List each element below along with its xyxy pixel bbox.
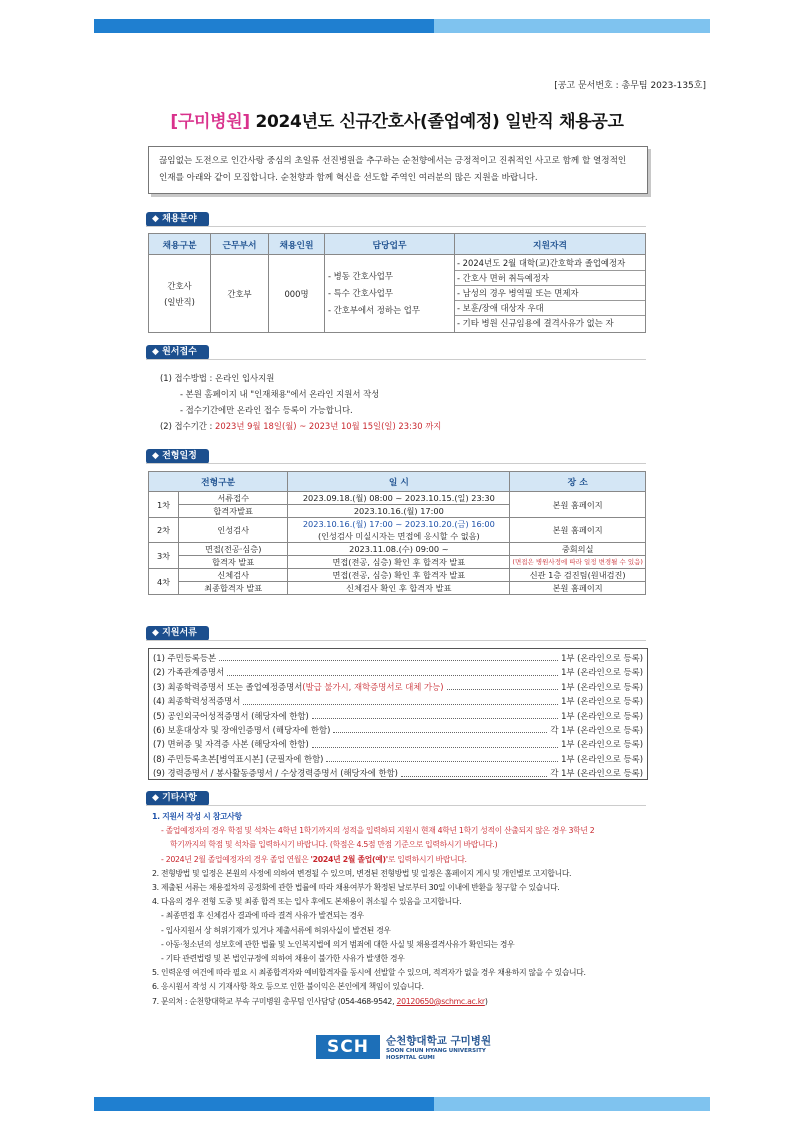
schedule-header-stage: 전형구분 — [149, 472, 288, 492]
recruit-header-qualification: 지원자격 — [455, 234, 646, 255]
etc-item: 5. 인력운영 여건에 따라 필요 시 최종합격자와 예비합격자를 동시에 선발할 수 있으며, 적격자가 없을 경우 채용하지 않을 수 있습니다. — [152, 968, 586, 978]
schedule-date: 2023.11.08.(수) 09:00 ~ — [288, 543, 510, 556]
document-note: (발급 불가시, 재학증명서로 대체 가능) — [302, 681, 444, 692]
schedule-place-note: (면접은 병원사정에 따라 일정 변경될 수 있음) — [510, 556, 646, 569]
section-etc-header: ◆ 기타사항 — [146, 791, 209, 806]
recruit-header-duty: 담당업무 — [325, 234, 455, 255]
document-amount: 1부 (온라인으로 등록) — [561, 667, 643, 678]
schedule-stage: 4차 — [149, 569, 179, 595]
hospital-logo — [316, 1033, 491, 1061]
schedule-table — [148, 471, 646, 595]
etc-text-emphasis: '2024년 2월 졸업(예)' — [310, 854, 388, 864]
document-row — [153, 709, 643, 723]
etc-item: 4. 다음의 경우 전형 도중 및 최종 합격 또는 입사 후에도 본채용이 취소될 수 있음을 고지합니다. — [152, 897, 462, 907]
schedule-place: 본원 홈페이지 — [510, 582, 646, 595]
schedule-date-with-note — [288, 518, 510, 543]
etc-item: 6. 응시원서 작성 시 기재사항 착오 등으로 인한 불이익은 본인에게 책임이 있습니다. — [152, 982, 424, 992]
schedule-date: 2023.10.16.(월) 17:00 — [288, 505, 510, 518]
document-name: (3) 최종학력증명서 또는 졸업예정증명서 — [153, 681, 303, 692]
documents-box — [148, 648, 648, 780]
apply-method-sub: - 접수기간에만 온라인 접수 등록이 가능합니다. — [180, 405, 353, 415]
apply-method: (1) 접수방법 : 온라인 입사지원 — [160, 373, 275, 383]
section-apply-header: ◆ 원서접수 — [146, 345, 209, 360]
schedule-item: 인성검사 — [179, 518, 288, 543]
recruit-qualifications — [455, 255, 646, 333]
section-divider — [146, 805, 646, 806]
schedule-place: 중회의실 — [510, 543, 646, 556]
recruit-category — [149, 255, 211, 333]
section-recruit-label: 채용분야 — [162, 214, 197, 224]
schedule-item: 합격자 발표 — [179, 556, 288, 569]
recruit-header-dept: 근무부서 — [211, 234, 269, 255]
qualification-item: - 남성의 경우 병역필 또는 면제자 — [455, 286, 645, 301]
recruit-category-line1: 간호사 — [167, 280, 192, 291]
schedule-date: 신체검사 확인 후 합격자 발표 — [288, 582, 510, 595]
schedule-stage: 3차 — [149, 543, 179, 569]
document-row — [153, 680, 643, 694]
recruit-header-category: 채용구분 — [149, 234, 211, 255]
section-apply-label: 원서접수 — [162, 347, 197, 357]
apply-period — [160, 418, 441, 434]
duty-item: - 병동 간호사업무 — [328, 271, 393, 281]
schedule-item: 면접(전공·심층) — [179, 543, 288, 556]
recruit-duties — [325, 255, 455, 333]
document-name: (9) 경력증명서 / 봉사활동증명서 / 수상경력증명서 (해당자에 한함) — [153, 768, 398, 779]
bottom-decor-bar — [0, 1097, 794, 1111]
document-name: (7) 면허증 및 자격증 사본 (해당자에 한함) — [153, 739, 309, 750]
etc-item-contact — [152, 995, 662, 1009]
schedule-item: 합격자발표 — [179, 505, 288, 518]
etc-text: - 2024년 2월 졸업예정자의 경우 졸업 연월은 — [161, 854, 311, 864]
document-name: (1) 주민등록등본 — [153, 653, 217, 663]
schedule-item: 신체검사 — [179, 569, 288, 582]
document-row — [153, 723, 643, 737]
schedule-header-place: 장 소 — [510, 472, 646, 492]
etc-subitem: - 기타 관련법령 및 본 법인규정에 의하여 채용이 불가한 사유가 발생한 경우 — [161, 954, 405, 964]
etc-subitem: - 졸업예정자의 경우 학점 및 석차는 4학년 1학기까지의 성적을 입력하되 지원시 현재 4학년 1학기 성적이 산출되지 않은 경우 3학년 2 — [161, 826, 595, 836]
schedule-header-date: 일 시 — [288, 472, 510, 492]
section-etc-label: 기타사항 — [162, 793, 197, 803]
page-title — [0, 107, 794, 132]
etc-subitem: - 최종면접 후 신체검사 결과에 따라 결격 사유가 발견되는 경우 — [161, 911, 364, 921]
recruit-department: 간호부 — [211, 255, 269, 333]
recruit-header-count: 채용인원 — [269, 234, 325, 255]
section-divider — [146, 226, 646, 227]
etc-notes — [152, 810, 662, 1009]
document-name: (2) 가족관계증명서 — [153, 667, 225, 678]
apply-period-label: (2) 접수기간 : — [160, 421, 216, 431]
apply-method-sub: - 본원 홈페이지 내 "인재채용"에서 온라인 지원서 작성 — [180, 389, 380, 399]
recruit-table — [148, 233, 646, 333]
section-documents-label: 지원서류 — [162, 628, 197, 638]
logo-text — [386, 1033, 491, 1061]
logo-korean: 순천향대학교 구미병원 — [386, 1035, 492, 1047]
logo-english-1: SOON CHUN HYANG UNIVERSITY — [386, 1048, 486, 1054]
duty-item: - 특수 간호사업무 — [328, 288, 393, 298]
etc-subitem: - 아동·청소년의 성보호에 관한 법률 및 노인복지법에 의거 범죄에 대한 사실 및 채용결격사유가 확인되는 경우 — [161, 939, 515, 949]
document-amount: 1부 (온라인으로 등록) — [561, 739, 643, 750]
document-amount: 1부 (온라인으로 등록) — [561, 653, 643, 663]
etc-text: 학기까지의 학점 및 석차를 입력하시기 바랍니다. — [170, 840, 330, 850]
document-row — [153, 752, 643, 766]
etc-item: 2. 전형방법 및 일정은 본원의 사정에 의하여 변경될 수 있으며, 변경된 전형방법 및 일정은 홈페이지 게시 및 개인별로 고지합니다. — [152, 868, 572, 878]
section-documents-header: ◆ 지원서류 — [146, 626, 209, 641]
section-recruit-header: ◆ 채용분야 — [146, 212, 209, 227]
schedule-stage: 1차 — [149, 492, 179, 518]
schedule-item: 서류접수 — [179, 492, 288, 505]
document-row — [153, 737, 643, 751]
section-schedule-header: ◆ 전형일정 — [146, 449, 209, 464]
doc-number: [공고 문서번호 : 총무팀 2023-135호] — [554, 81, 706, 91]
qualification-item: - 기타 병원 신규임용에 결격사유가 없는 자 — [457, 318, 614, 328]
intro-box: 끊임없는 도전으로 인간사랑 중심의 초일류 선진병원을 추구하는 순천향에서는 긍정적이고 진취적인 사고로 함께 할 열정적인 인재를 아래와 같이 모집합니다. 순천향과 함께 혁신을 선도할 주역인 여러분의 많은 지원을 바랍니다. — [148, 146, 648, 194]
document-amount: 1부 (온라인으로 등록) — [561, 753, 643, 764]
schedule-place: 신관 1층 검진팀(원내검진) — [510, 569, 646, 582]
etc-subitem — [152, 838, 662, 852]
logo-mark: SCH — [316, 1035, 380, 1059]
apply-details — [160, 370, 441, 434]
document-name: (6) 보훈대상자 및 장애인증명서 (해당자에 한함) — [153, 724, 331, 735]
document-amount: 1부 (온라인으로 등록) — [561, 696, 643, 707]
logo-english-2: HOSPITAL GUMI — [386, 1054, 435, 1061]
section-divider — [146, 463, 646, 464]
document-row — [153, 651, 643, 665]
etc-subitem: - 입사지원서 상 허위기재가 있거나 제출서류에 허위사실이 발견된 경우 — [161, 925, 391, 935]
recruit-count: 000명 — [269, 255, 325, 333]
etc-text: 7. 문의처 : 순천향대학교 부속 구미병원 총무팀 인사담당 (054-468-9542, — [152, 996, 397, 1006]
schedule-place: 본원 홈페이지 — [510, 518, 646, 543]
schedule-note: (인성검사 미실시자는 면접에 응시할 수 없음) — [317, 531, 480, 541]
schedule-date: 면접(전공, 심층) 확인 후 합격자 발표 — [288, 556, 510, 569]
document-amount: 각 1부 (온라인으로 등록) — [550, 768, 643, 779]
etc-text: ) — [484, 996, 488, 1006]
qualification-item: - 간호사 면허 취득예정자 — [455, 271, 645, 286]
contact-email-link[interactable]: 20120650@schmc.ac.kr — [396, 996, 485, 1006]
schedule-date: 2023.09.18.(월) 08:00 ~ 2023.10.15.(일) 23:30 — [288, 492, 510, 505]
top-decor-bar — [0, 19, 794, 33]
document-amount: 1부 (온라인으로 등록) — [561, 681, 643, 692]
document-row — [153, 766, 643, 780]
document-row — [153, 665, 643, 679]
schedule-date: 면접(전공, 심층) 확인 후 합격자 발표 — [288, 569, 510, 582]
schedule-date: 2023.10.16.(월) 17:00 ~ 2023.10.20.(금) 16:00 — [302, 519, 495, 529]
document-name: (8) 주민등록초본[병역표시본] (군필자에 한함) — [153, 753, 324, 764]
apply-period-value: 2023년 9월 18일(월) ~ 2023년 10월 15일(일) 23:30 까지 — [215, 421, 442, 431]
title-text: 2024년도 신규간호사(졸업예정) 일반직 채용공고 — [249, 112, 624, 132]
title-hospital: [구미병원] — [170, 112, 250, 132]
etc-item: 1. 지원서 작성 시 참고사항 — [152, 812, 242, 821]
document-name: (4) 최종학력성적증명서 — [153, 696, 241, 707]
etc-text: (학점은 4.5점 만점 기준으로 입력하시기 바랍니다.) — [329, 840, 498, 850]
section-schedule-label: 전형일정 — [162, 451, 197, 461]
duty-item: - 간호부에서 정하는 업무 — [328, 305, 420, 315]
recruit-category-line2: (일반직) — [164, 296, 195, 307]
qualification-item: - 2024년도 2월 대학(교)간호학과 졸업예정자 — [455, 256, 645, 271]
schedule-place: 본원 홈페이지 — [510, 492, 646, 518]
section-divider — [146, 359, 646, 360]
document-amount: 각 1부 (온라인으로 등록) — [550, 724, 643, 735]
qualification-item: - 보훈/장애 대상자 우대 — [455, 301, 645, 316]
document-name: (5) 공인외국어성적증명서 (해당자에 한함) — [153, 710, 309, 721]
etc-subitem — [152, 853, 662, 867]
etc-item: 3. 제출된 서류는 채용절차의 공정화에 관한 법률에 따라 채용여부가 확정된 날로부터 30일 이내에 반환을 청구할 수 있습니다. — [152, 883, 560, 893]
schedule-stage: 2차 — [149, 518, 179, 543]
etc-text: 로 입력하시기 바랍니다. — [387, 854, 467, 864]
section-divider — [146, 640, 646, 641]
document-row — [153, 694, 643, 708]
document-amount: 1부 (온라인으로 등록) — [561, 710, 643, 721]
schedule-item: 최종합격자 발표 — [179, 582, 288, 595]
